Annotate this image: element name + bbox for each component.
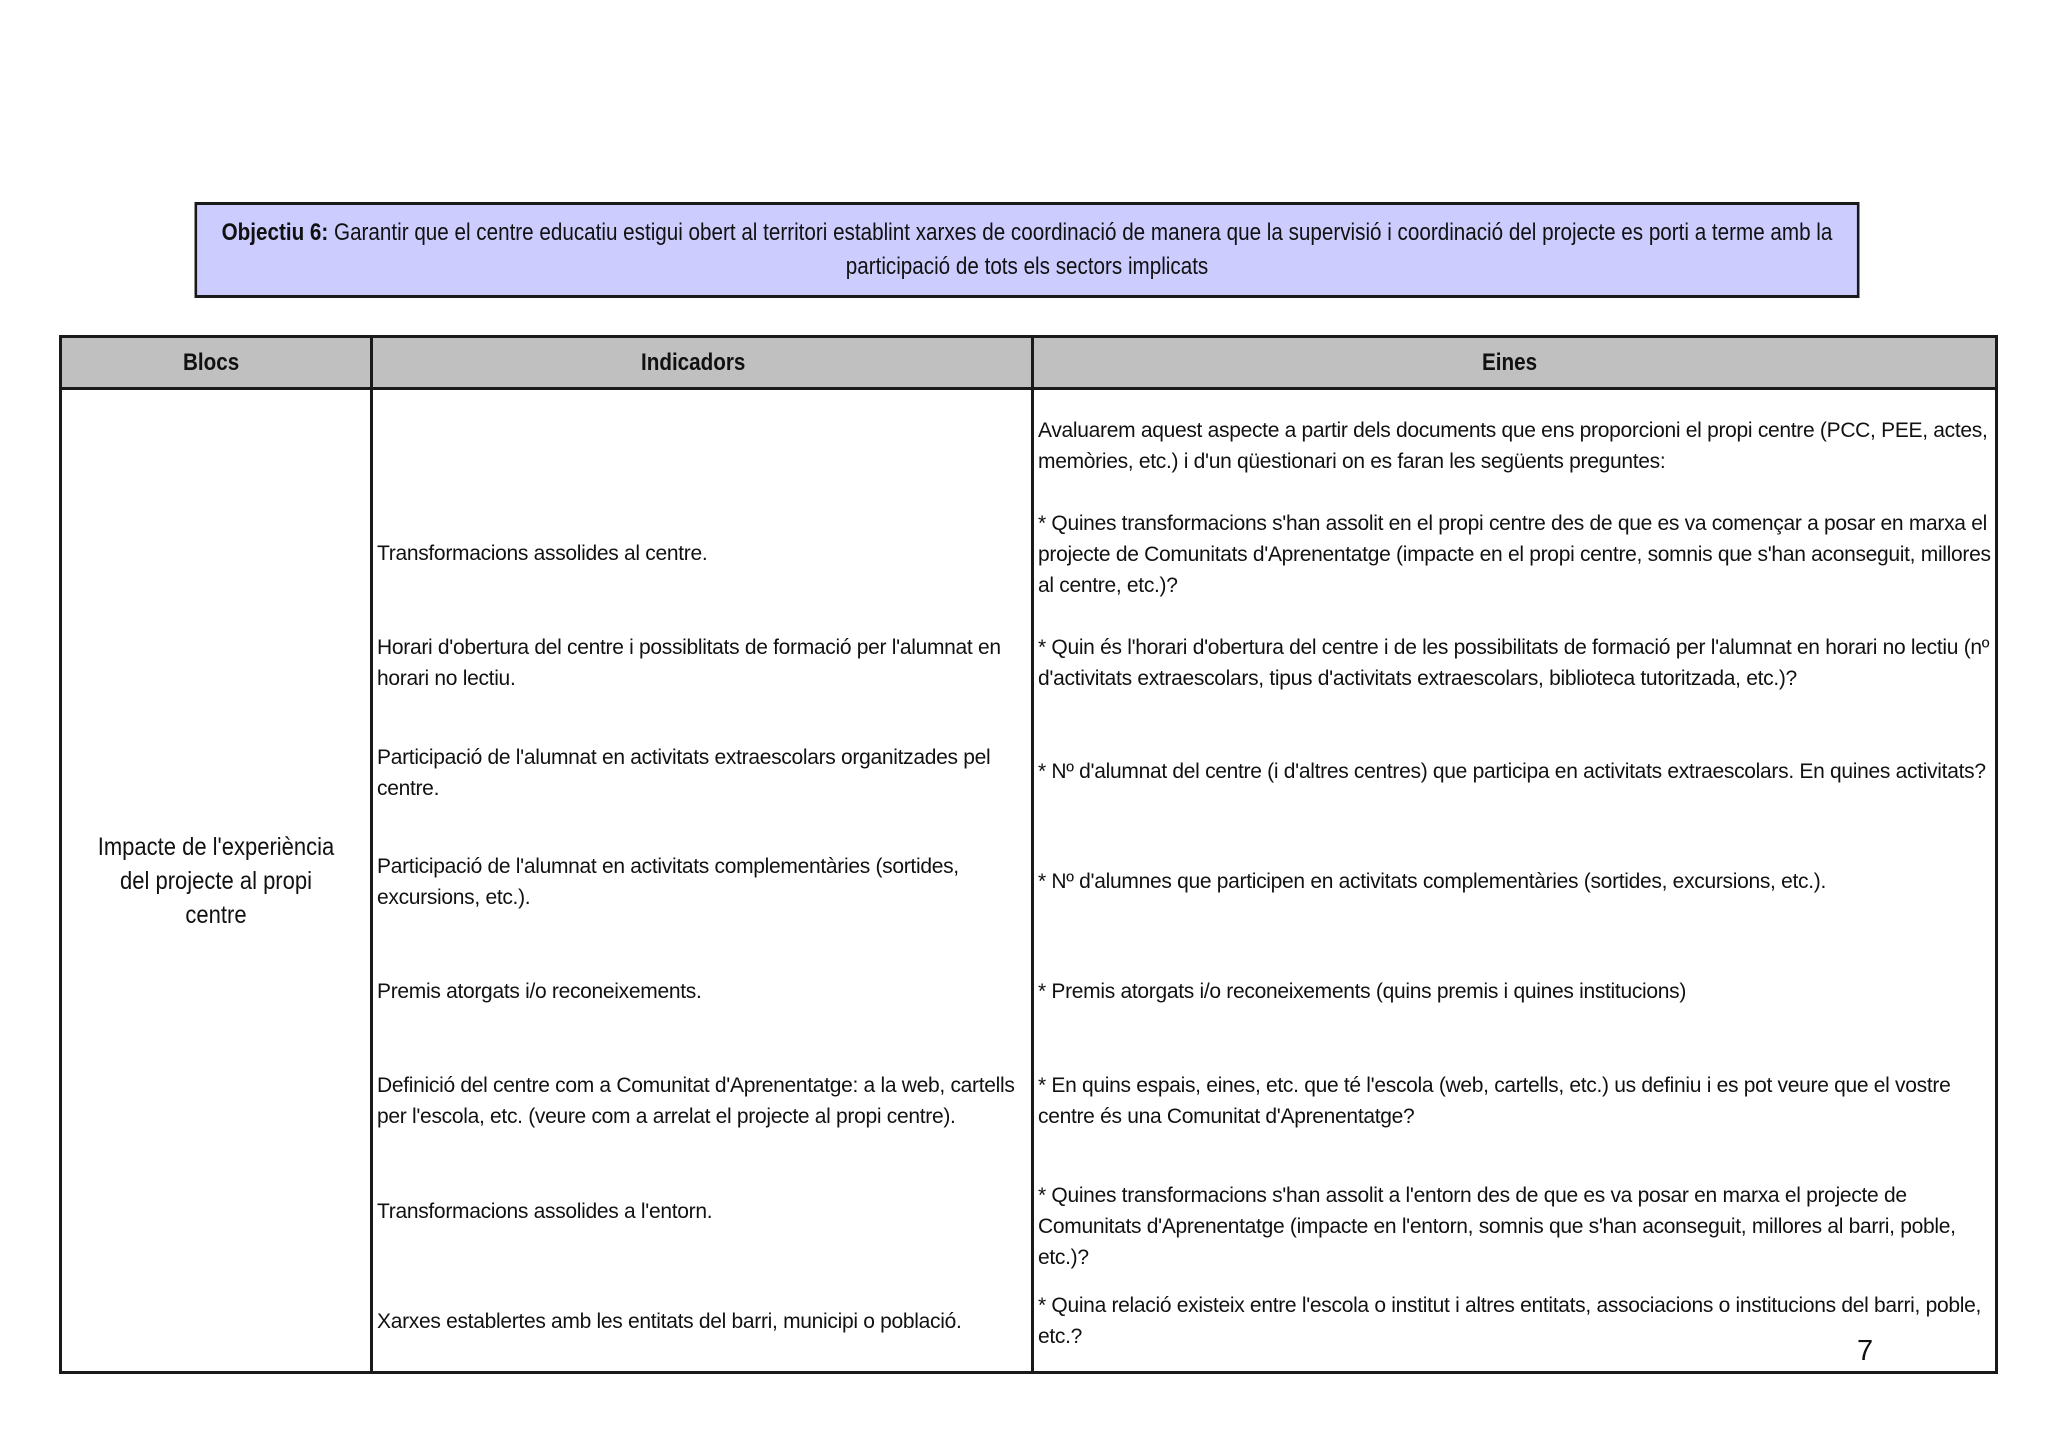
header-indicadors-label: Indicadors	[641, 348, 746, 376]
indicador-item: Transformacions assolides al centre.	[377, 542, 708, 565]
indicador-item: Premis atorgats i/o reconeixements.	[377, 980, 702, 1003]
eina-item: * Quin és l'horari d'obertura del centre i de les possibilitats de formació per l'alumnat en horari no lectiu (nº d'activitats extraescolars, tipus d'activitats extraescolars, biblioteca tutoritzada, etc.)?	[1038, 636, 1990, 690]
eina-item: * Premis atorgats i/o reconeixements (quins premis i quines institucions)	[1038, 980, 1687, 1003]
bloc-label: Impacte de l'experiència del projecte al propi centre	[97, 832, 335, 929]
header-eines-label: Eines	[1482, 348, 1538, 376]
indicador-item: Xarxes establertes amb les entitats del barri, municipi o població.	[377, 1310, 962, 1333]
evaluation-table	[59, 335, 1998, 1374]
objective-text	[206, 216, 1849, 284]
eines-intro: Avaluarem aquest aspecte a partir dels documents que ens proporcioni el propi centre (PCC, PEE, actes, memòries, etc.) i d'un qüestionari on es faran les següents preguntes:	[1038, 419, 1988, 473]
indicador-item: Definició del centre com a Comunitat d'Aprenentatge: a la web, cartells per l'escola, etc. (veure com a arrelat el projecte al propi centre).	[377, 1074, 1015, 1128]
eina-item: * Quina relació existeix entre l'escola o institut i altres entitats, associacions o institucions del barri, poble, etc.?	[1038, 1294, 1981, 1348]
header-eines	[1033, 337, 1997, 389]
eines-cell	[1033, 389, 1997, 1373]
header-blocs-label: Blocs	[183, 348, 240, 376]
indicador-item: Participació de l'alumnat en activitats extraescolars organitzades pel centre.	[377, 746, 991, 800]
table-header-row	[61, 337, 1997, 389]
bloc-cell	[61, 389, 372, 1373]
eina-item: * En quins espais, eines, etc. que té l'escola (web, cartells, etc.) us definiu i es pot veure que el vostre centre és una Comunitat d'Aprenentatge?	[1038, 1074, 1951, 1128]
indicador-item: Horari d'obertura del centre i possiblitats de formació per l'alumnat en horari no lectiu.	[377, 636, 1001, 690]
indicadors-list	[373, 390, 1031, 1371]
objective-description: Garantir que el centre educatiu estigui obert al territori establint xarxes de coordinació de manera que la supervisió i coordinació del projecte es porti a terme amb la participació de tots els sectors implicats	[328, 219, 1833, 280]
eina-item: * Quines transformacions s'han assolit a l'entorn des de que es va posar en marxa el projecte de Comunitats d'Aprenentatge (impacte en l'entorn, somnis que s'han aconseguit, millores al barri, poble, etc.)?	[1038, 1184, 1956, 1269]
indicador-item: Participació de l'alumnat en activitats complementàries (sortides, excursions, etc.).	[377, 855, 959, 909]
header-indicadors	[372, 337, 1033, 389]
header-blocs	[61, 337, 372, 389]
eina-item: * Nº d'alumnat del centre (i d'altres centres) que participa en activitats extraescolars. En quines activitats?	[1038, 760, 1986, 783]
objective-header	[195, 202, 1860, 298]
indicadors-cell	[372, 389, 1033, 1373]
page-number: 7	[1857, 1335, 1874, 1367]
eina-item: * Nº d'alumnes que participen en activitats complementàries (sortides, excursions, etc.).	[1038, 870, 1827, 893]
table-row	[61, 389, 1997, 1373]
indicador-item: Transformacions assolides a l'entorn.	[377, 1200, 713, 1223]
objective-label: Objectiu 6:	[221, 219, 329, 246]
eines-list	[1034, 390, 1995, 1371]
eina-item: * Quines transformacions s'han assolit en el propi centre des de que es va començar a posar en marxa el projecte de Comunitats d'Aprenentatge (impacte en el propi centre, somnis que s'han aconseguit, millores al centre, etc.)?	[1038, 512, 1991, 597]
